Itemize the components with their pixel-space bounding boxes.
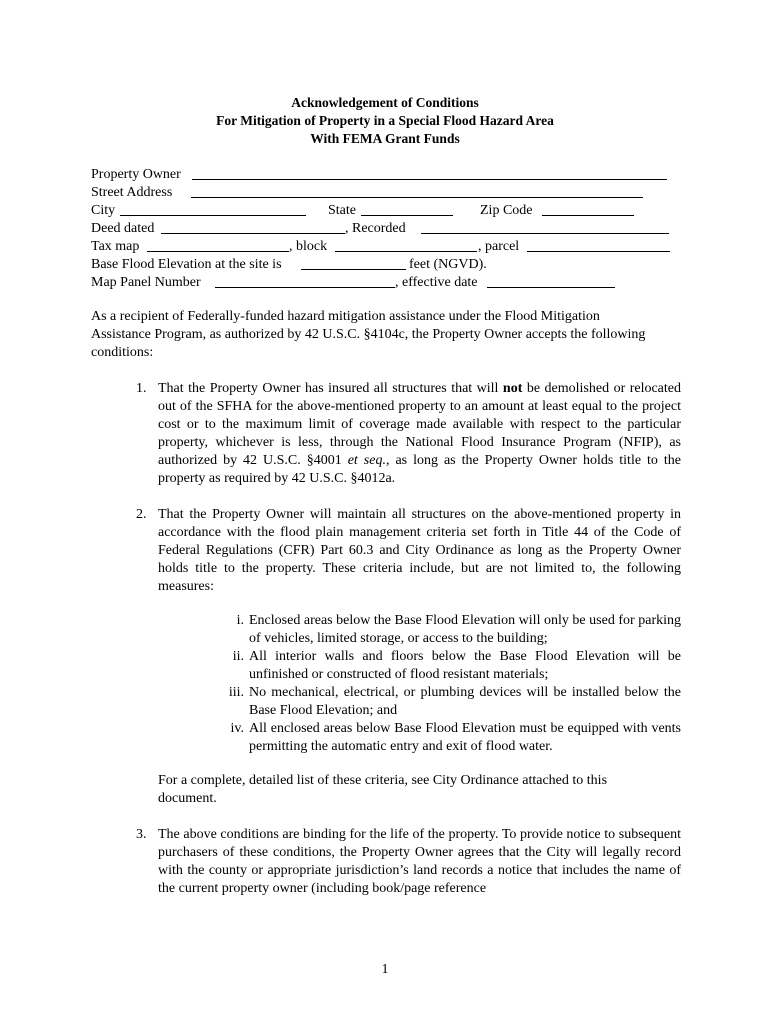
effective-date-field[interactable] [487,274,615,288]
condition-text: That the Property Owner will maintain all structures on the above-mentioned property in accordance with the flood plain management criteria set forth in Title 44 of the Code of Federal Regulations (CFR) Part 60.3 and City Ordinance as long as the Property Owner holds title to the property. These criteria include, but are not limited to, the following measures: [158,507,681,594]
condition-3 [136,826,681,898]
condition-text: The above conditions are binding for the life of the property. To provide notice to subsequent purchasers of these conditions, the Property Owner agrees that the City will legally record with the county or appropriate jurisdiction’s land records a notice that includes the name of the current property owner (including book/page reference [158,827,681,896]
city-field[interactable] [120,202,306,216]
criteria-note: For a complete, detailed list of these criteria, see City Ordinance attached to this document. [158,773,608,806]
page-number: 1 [381,962,389,977]
condition-text: That the Property Owner has insured all structures that will not be demolished or relocated out of the SFHA for the above-mentioned property to an amount at least equal to the project cost or to the maximum limit of coverage made available with respect to the particular property, whichever is less, through the National Flood Insurance Program (NFIP), as authorized by 42 U.S.C. §4001 et seq., as long as the Property Owner holds title to the property as required by 42 U.S.C. §4012a. [158,381,682,486]
city-label: City [91,203,116,218]
recorded-label: , Recorded [345,221,406,236]
intro-paragraph: As a recipient of Federally-funded hazard mitigation assistance under the Flood Mitigation Assistance Program, as authorized by 42 U.S.C. §4104c, the Property Owner accepts the following conditions: [91,309,646,360]
measure-ii [216,648,681,684]
street-address-field[interactable] [191,184,643,198]
zip-code-label: Zip Code [480,203,533,218]
bfe-label: Base Flood Elevation at the site is [91,257,282,272]
measure-number: iii. [228,685,244,700]
property-fields [91,166,681,292]
bfe-unit-label: feet (NGVD). [409,257,487,272]
measure-iv [216,720,681,756]
recorded-field[interactable] [421,220,669,234]
measure-text: All enclosed areas below Base Flood Elevation must be equipped with vents permitting the automatic entry and exit of flood water. [249,721,681,754]
block-label: , block [289,239,328,254]
block-field[interactable] [335,238,477,252]
tax-map-row [91,238,681,256]
condition-2 [136,506,681,596]
map-panel-label: Map Panel Number [91,275,201,290]
zip-code-field[interactable] [542,202,634,216]
bfe-field[interactable] [301,256,406,270]
document-title [0,94,770,148]
measure-i [216,612,681,648]
tax-map-label: Tax map [91,239,140,254]
tax-map-field[interactable] [147,238,289,252]
map-panel-field[interactable] [215,274,395,288]
bfe-row [91,256,681,274]
street-address-label: Street Address [91,185,173,200]
measure-text: No mechanical, electrical, or plumbing devices will be installed below the Base Flood Elevation; and [249,685,681,718]
street-address-row [91,184,681,202]
title-line-3: With FEMA Grant Funds [310,131,460,146]
condition-number: 2. [136,507,147,522]
condition-number: 1. [136,381,147,396]
condition-number: 3. [136,827,147,842]
deed-dated-label: Deed dated [91,221,155,236]
measure-text: Enclosed areas below the Base Flood Elevation will only be used for parking of vehicles, limited storage, or access to the building; [249,613,681,646]
property-owner-field[interactable] [192,166,667,180]
condition-1 [136,380,681,488]
title-line-1: Acknowledgement of Conditions [291,95,479,110]
parcel-label: , parcel [478,239,520,254]
measure-iii [216,684,681,720]
measure-number: i. [236,613,244,628]
deed-row [91,220,681,238]
parcel-field[interactable] [527,238,670,252]
measure-text: All interior walls and floors below the Base Flood Elevation will be unfinished or constructed of flood resistant materials; [249,649,681,682]
deed-dated-field[interactable] [161,220,345,234]
property-owner-label: Property Owner [91,167,181,182]
city-state-zip-row [91,202,681,220]
state-label: State [328,203,356,218]
property-owner-row [91,166,681,184]
measure-number: ii. [232,649,244,664]
state-field[interactable] [361,202,453,216]
map-panel-row [91,274,681,292]
title-line-2: For Mitigation of Property in a Special Flood Hazard Area [216,113,554,128]
measure-number: iv. [230,721,244,736]
effective-date-label: , effective date [395,275,478,290]
